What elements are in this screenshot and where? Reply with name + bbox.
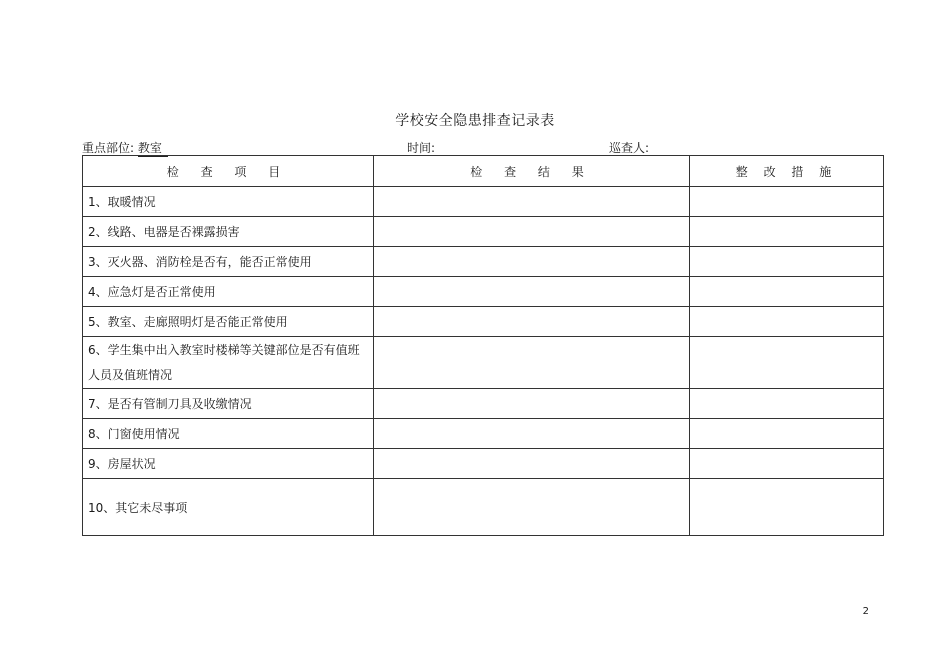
measure-cell[interactable] bbox=[690, 277, 884, 307]
column-header-measure: 整 改 措 施 bbox=[690, 156, 884, 187]
measure-cell[interactable] bbox=[690, 419, 884, 449]
result-cell[interactable] bbox=[374, 389, 690, 419]
measure-cell[interactable] bbox=[690, 479, 884, 536]
page-number: 2 bbox=[862, 606, 869, 617]
item-cell: 8、门窗使用情况 bbox=[83, 419, 374, 449]
measure-cell[interactable] bbox=[690, 449, 884, 479]
result-cell[interactable] bbox=[374, 337, 690, 389]
item-cell: 1、取暖情况 bbox=[83, 187, 374, 217]
item-cell: 9、房屋状况 bbox=[83, 449, 374, 479]
column-header-result: 检 查 结 果 bbox=[374, 156, 690, 187]
result-cell[interactable] bbox=[374, 277, 690, 307]
document-title: 学校安全隐患排查记录表 bbox=[395, 113, 555, 129]
table-row bbox=[83, 247, 884, 277]
time-blank bbox=[447, 142, 529, 156]
result-cell[interactable] bbox=[374, 449, 690, 479]
result-cell[interactable] bbox=[374, 419, 690, 449]
inspector-field bbox=[609, 139, 755, 156]
table-row bbox=[83, 217, 884, 247]
table-row bbox=[83, 479, 884, 536]
result-cell[interactable] bbox=[374, 307, 690, 337]
item-cell: 10、其它未尽事项 bbox=[83, 479, 374, 536]
table-row bbox=[83, 337, 884, 389]
result-cell[interactable] bbox=[374, 479, 690, 536]
table-row bbox=[83, 277, 884, 307]
table-row bbox=[83, 307, 884, 337]
result-cell[interactable] bbox=[374, 247, 690, 277]
result-cell[interactable] bbox=[374, 187, 690, 217]
column-header-item: 检 查 项 目 bbox=[83, 156, 374, 187]
inspector-label: 巡查人: bbox=[609, 141, 650, 155]
time-field bbox=[407, 139, 529, 156]
result-cell[interactable] bbox=[374, 217, 690, 247]
measure-cell[interactable] bbox=[690, 389, 884, 419]
item-cell: 2、线路、电器是否裸露损害 bbox=[83, 217, 374, 247]
measure-cell[interactable] bbox=[690, 247, 884, 277]
item-cell: 4、应急灯是否正常使用 bbox=[83, 277, 374, 307]
inspection-table bbox=[82, 155, 884, 536]
measure-cell[interactable] bbox=[690, 187, 884, 217]
table-row bbox=[83, 449, 884, 479]
time-label: 时间: bbox=[407, 141, 436, 155]
item-cell: 5、教室、走廊照明灯是否能正常使用 bbox=[83, 307, 374, 337]
location-value: 教室 bbox=[138, 139, 168, 157]
inspector-blank bbox=[661, 142, 755, 156]
table-row bbox=[83, 389, 884, 419]
table-row bbox=[83, 419, 884, 449]
measure-cell[interactable] bbox=[690, 337, 884, 389]
item-cell: 6、学生集中出入教室时楼梯等关键部位是否有值班人员及值班情况 bbox=[83, 337, 374, 389]
item-cell: 3、灭火器、消防栓是否有，能否正常使用 bbox=[83, 247, 374, 277]
table-row bbox=[83, 187, 884, 217]
measure-cell[interactable] bbox=[690, 217, 884, 247]
item-cell: 7、是否有管制刀具及收缴情况 bbox=[83, 389, 374, 419]
location-label: 重点部位: bbox=[82, 141, 135, 155]
measure-cell[interactable] bbox=[690, 307, 884, 337]
table-header-row bbox=[83, 156, 884, 187]
